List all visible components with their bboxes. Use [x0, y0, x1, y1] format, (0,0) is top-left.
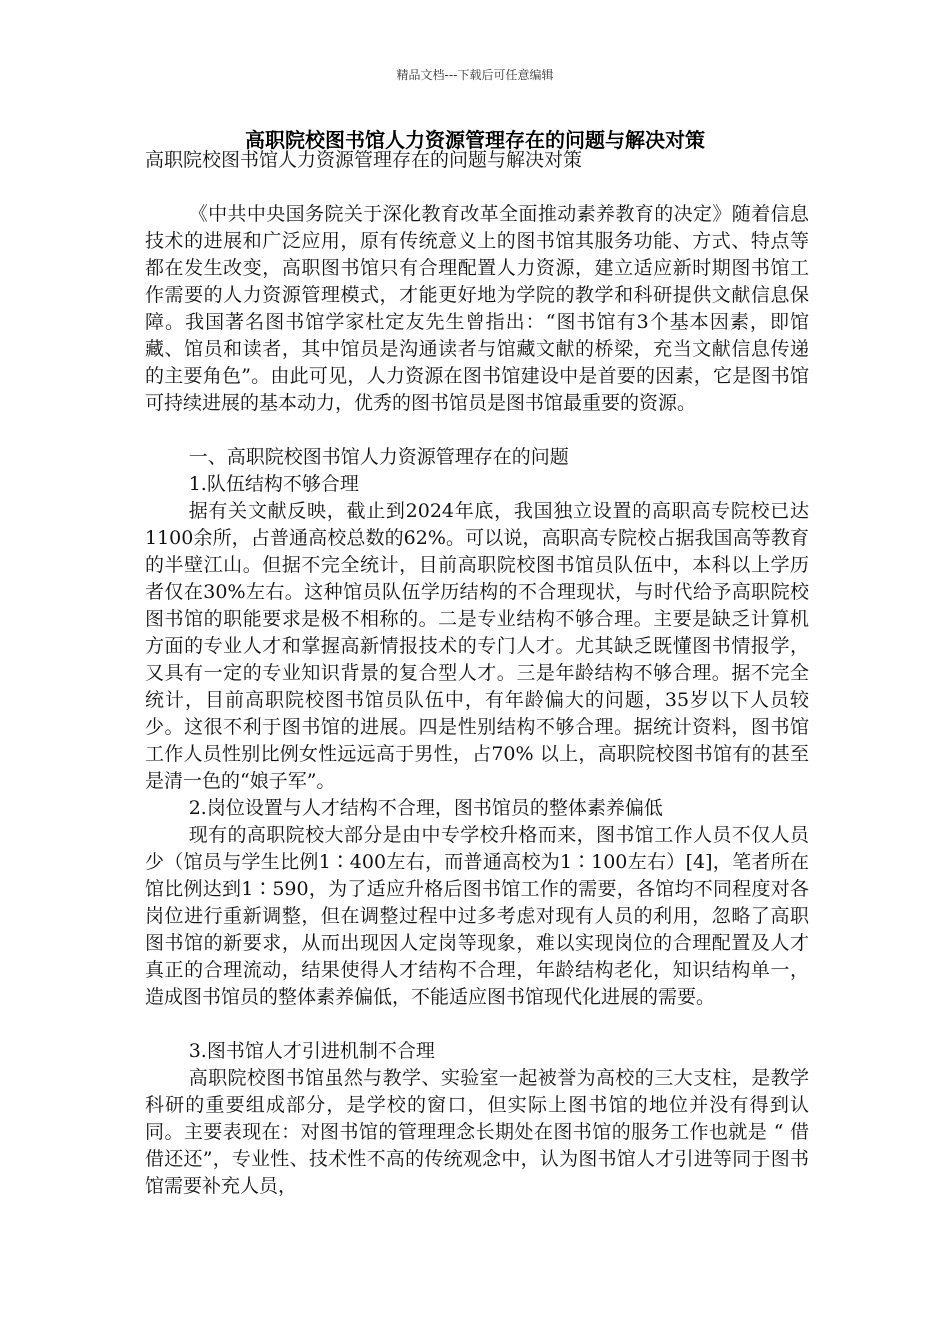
intro-paragraph: 《中共中央国务院关于深化教育改革全面推动素养教育的决定》随着信息技术的进展和广泛应用，原有传统意义上的图书馆其服务功能、方式、特点等都在发生改变，高职图书馆只有合理配置人力资源，建立适应新时期图书馆工作需要的人力资源管理模式，才能更好地为学院的教学和科研提供文献信息保障。我国著名图书馆学家杜定友先生曾指出：“图书馆有3个基本因素，即馆藏、馆员和读者，其中馆员是沟通读者与馆藏文献的桥梁，充当文献信息传递的主要角色”。由此可见，人力资源在图书馆建设中是首要的因素，它是图书馆可持续进展的基本动力，优秀的图书馆员是图书馆最重要的资源。 — [145, 203, 809, 414]
item-heading-1: 1.队伍结构不够合理 — [188, 473, 359, 495]
item-3-paragraph: 高职院校图书馆虽然与教学、实验室一起被誉为高校的三大支柱，是教学科研的重要组成部分，是学校的窗口，但实际上图书馆的地位并没有得到认同。主要表现在：对图书馆的管理理念长期处在图书馆的服务工作也就是 “ 借借还还”，专业性、技术性不高的传统观念中，认为图书馆人才引进等同于图书馆需要补充人员， — [145, 1067, 809, 1197]
section-heading-1: 一、高职院校图书馆人力资源管理存在的问题 — [188, 446, 569, 468]
document-body — [145, 147, 809, 1200]
item-heading-3: 3.图书馆人才引进机制不合理 — [188, 1040, 435, 1062]
page-title: 高职院校图书馆人力资源管理存在的问题与解决对策 — [245, 128, 705, 152]
item-1-paragraph: 据有关文献反映，截止到2024年底，我国独立设置的高职高专院校已达1100余所，占普通高校总数的62%。可以说，高职高专院校占据我国高等教育的半壁江山。但据不完全统计，目前高职院校图书馆员队伍中，本科以上学历者仅在30%左右。这种馆员队伍学历结构的不合理现状，与时代给予高职院校图书馆的职能要求是极不相称的。二是专业结构不够合理。主要是缺乏计算机方面的专业人才和掌握高新情报技术的专门人才。尤其缺乏既懂图书情报学，又具有一定的专业知识背景的复合型人才。三是年龄结构不够合理。据不完全统计，目前高职院校图书馆员队伍中，有年龄偏大的问题，35岁以下人员较少。这很不利于图书馆的进展。四是性别结构不够合理。据统计资料，图书馆工作人员性别比例女性远远高于男性，占70% 以上，高职院校图书馆有的甚至是清一色的“娘子军”。 — [145, 500, 809, 792]
header-note: 精品文档---下载后可任意编辑 — [396, 68, 554, 82]
item-heading-2: 2.岗位设置与人才结构不合理，图书馆员的整体素养偏低 — [188, 797, 663, 819]
item-2-paragraph: 现有的高职院校大部分是由中专学校升格而来，图书馆工作人员不仅人员少（馆员与学生比例1∶400左右，而普通高校为1∶100左右）[4]，笔者所在馆比例达到1∶590，为了适应升格后图书馆工作的需要，各馆均不同程度对各岗位进行重新调整，但在调整过程中过多考虑对现有人员的利用，忽略了高职图书馆的新要求，从而出现因人定岗等现象，难以实现岗位的合理配置及人才真正的合理流动，结果使得人才结构不合理，年龄结构老化，知识结构单一，造成图书馆员的整体素养偏低，不能适应图书馆现代化进展的需要。 — [145, 824, 809, 1008]
document-subtitle: 高职院校图书馆人力资源管理存在的问题与解决对策 — [145, 149, 583, 171]
